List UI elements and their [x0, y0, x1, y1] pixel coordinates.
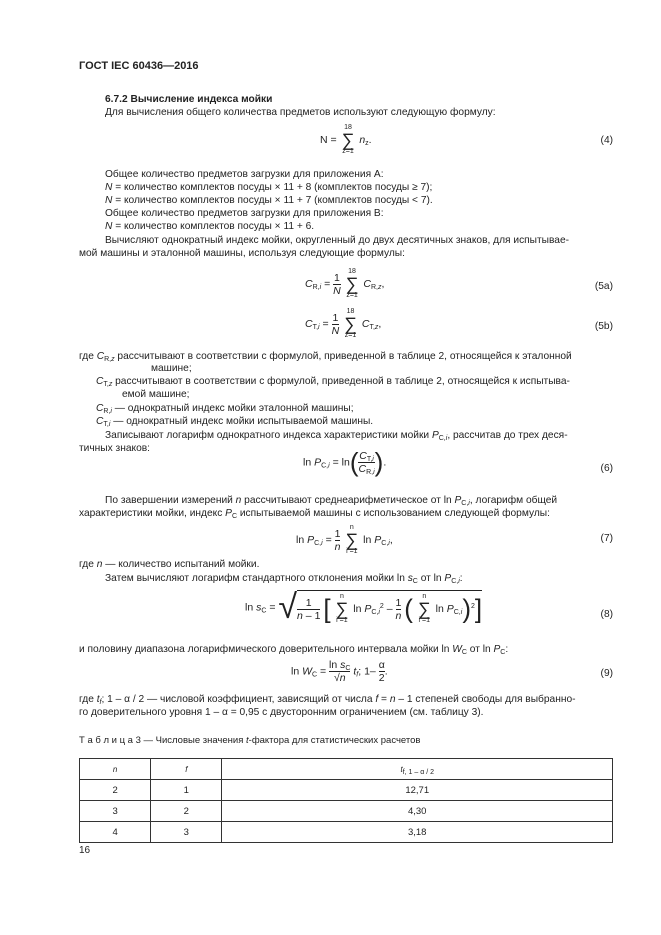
loads-line-5: N = количество комплектов посуды × 11 + 6. — [105, 221, 315, 232]
equation-number-9: (9) — [600, 668, 613, 679]
para-std: Затем вычисляют логарифм стандартного отклонения мойки $\ln s_C$ от $\ln P_{C,i}$: — [105, 573, 463, 585]
equation-number-7: (7) — [600, 533, 613, 544]
loads-line-1: Общее количество предметов загрузки для приложения А: — [105, 169, 384, 180]
loads-line-2: N = количество комплектов посуды × 11 + 8 (комплектов посуды ≥ 7); — [105, 182, 433, 193]
loads-line-3: N = количество комплектов посуды × 11 + 7 (комплектов посуды < 7). — [105, 195, 433, 206]
equation-number-5a: (5a) — [594, 281, 613, 292]
where-5-line-3: $C_{R,i}$ — однократный индекс мойки эталонной машины; — [96, 403, 354, 415]
equation-number-8: (8) — [600, 609, 613, 620]
equation-5b: $C_{T,i}$ = $\frac{1}{N}$ 18 ∑ z=1 $C_{T,z}$, — [305, 308, 382, 339]
intro-text: Для вычисления общего количества предметов используют следующую формулу: — [105, 107, 496, 118]
where-9-line-1: где $t_f$; 1 – α / 2 — числовой коэффициент, зависящий от числа f = n – 1 степеней свободы для выбранно- — [79, 694, 576, 706]
para-mean-first: По завершении измерений n рассчитывают среднеарифметическое от $\ln P_{C,i}$, логарифм общей — [105, 495, 558, 507]
where-5-line-1b: машине; — [151, 363, 192, 374]
t-factor-table — [79, 758, 613, 843]
header-f: f — [151, 759, 222, 780]
table-header-row — [80, 759, 613, 780]
where-5-line-1: где $C_{R,z}$ рассчитывают в соответствии с формулой, приведенной в таблице 2, относящейся к эталонной — [79, 351, 572, 363]
equation-8: $\ln s_C$ = √ $\frac{1}{n - 1}$ [ n ∑ i =1 $\ln P_{C,i}^2$ – $\frac{1}{n}$ ( n ∑ i =1 $\ln P_{C,i})^2$] — [245, 588, 483, 626]
equation-9: $\ln W_C$ = $\frac{\ln s_C}{√n}$ $t_f$; 1– $\frac{\alpha}{2}$ . — [291, 659, 388, 684]
table-row: 2 1 12,71 — [80, 780, 613, 801]
equation-number-5b: (5b) — [594, 321, 613, 332]
where-5-line-2b: емой машине; — [122, 389, 190, 400]
where-5-line-4: $C_{T,i}$ — однократный индекс мойки испытываемой машины. — [96, 416, 374, 428]
loads-line-4: Общее количество предметов загрузки для приложения В: — [105, 208, 384, 219]
where-7: где n — количество испытаний мойки. — [79, 559, 260, 570]
table-row: 3 2 4,30 — [80, 801, 613, 822]
header-n: n — [80, 759, 151, 780]
document-header: ГОСТ IEC 60436—2016 — [79, 60, 199, 72]
para-single-second: мой машины и эталонной машины, используя следующие формулы: — [79, 248, 405, 259]
section-heading: 6.7.2 Вычисление индекса мойки — [105, 94, 273, 105]
equation-5a: $C_{R,i}$ = $\frac{1}{N}$ 18 ∑ z=1 $C_{R,z}$, — [305, 268, 385, 299]
para-half: и половину диапазона логарифмического доверительного интервала мойки $\ln W_C$ от $\ln P_C$: — [79, 644, 509, 656]
para-single-first: Вычисляют однократный индекс мойки, округленный до двух десятичных знаков, для испытывае- — [105, 235, 570, 246]
page-number: 16 — [79, 845, 91, 856]
header-t: $t_{f, 1 - \alpha / 2}$ — [222, 759, 613, 780]
para-log-first: Записывают логарифм однократного индекса характеристики мойки $P_{C,i}$, рассчитав до трех деся- — [105, 430, 568, 442]
equation-7: $\ln P_{C,i}$ = $\frac{1}{n}$ n ∑ i =1 $\ln P_{C,i}$, — [296, 524, 393, 555]
para-log-second: тичных знаков: — [79, 443, 150, 454]
table-row: 4 3 3,18 — [80, 822, 613, 843]
equation-number-6: (6) — [600, 463, 613, 474]
where-9-line-2: го доверительного уровня 1 – α = 0,95 с двусторонним ограничением (см. таблицу 3). — [79, 707, 484, 718]
para-mean-second: характеристики мойки, индекс $P_C$ испытываемой машины с использованием следующей формулы: — [79, 508, 550, 520]
equation-6: $\ln P_{C,i} = \ln$( $\frac{C_{T,i}}{C_{R,i}}$ ). — [303, 447, 387, 477]
equation-4: N = 18 ∑ z=1 $n_z$. — [320, 124, 372, 155]
where-5-line-2: $C_{T,z}$ рассчитывают в соответствии с формулой, приведенной в таблице 2, относящейся к испытыва- — [96, 376, 570, 388]
equation-number-4: (4) — [600, 135, 613, 146]
table-caption: Т а б л и ц а 3 — Числовые значения t-фактора для статистических расчетов — [79, 735, 421, 746]
